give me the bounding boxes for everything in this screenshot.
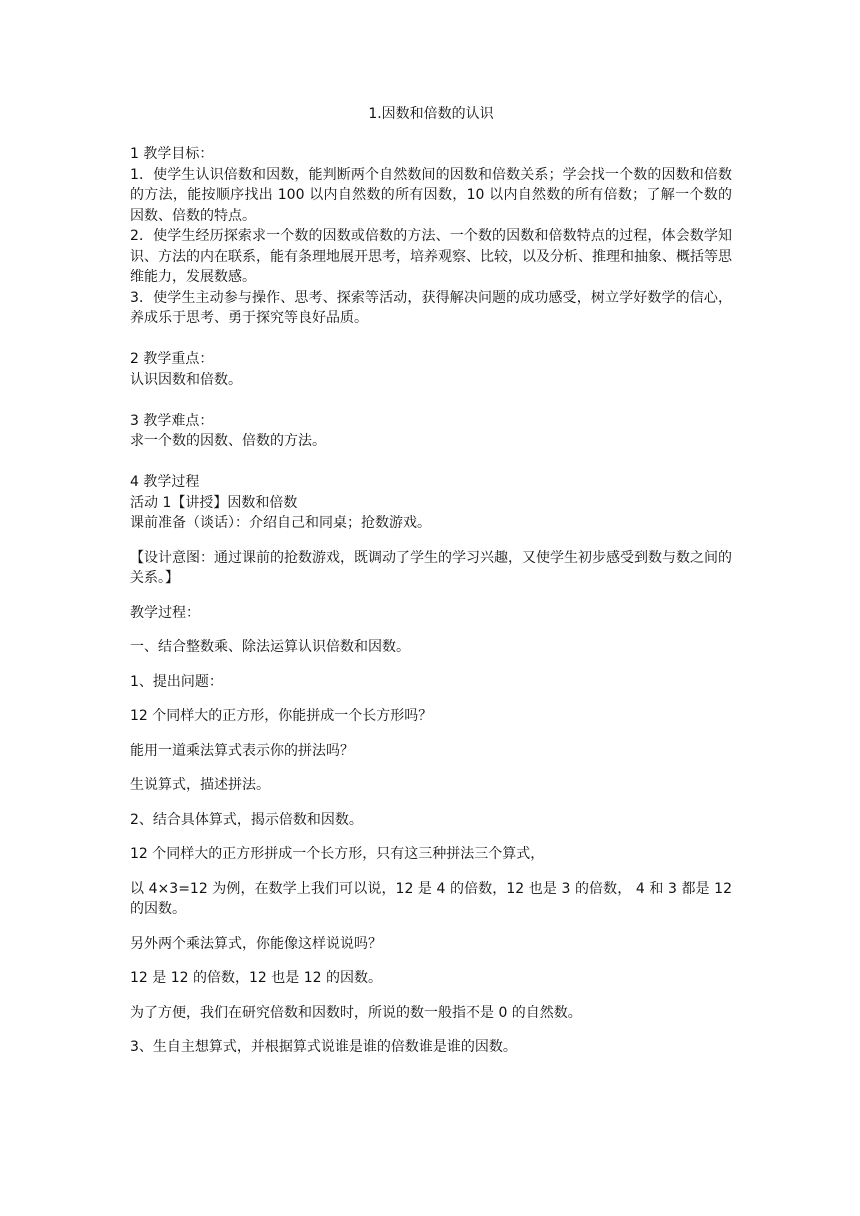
objective-item-2: 2．使学生经历探索求一个数的因数或倍数的方法、一个数的因数和倍数特点的过程，体会数学知识、方法的内在联系，能有条理地展开思考，培养观察、比较，以及分析、推理和抽象、概括等思维能力，发展数感。 bbox=[130, 228, 732, 285]
spacer bbox=[130, 390, 732, 411]
key-points-text: 认识因数和倍数。 bbox=[130, 371, 242, 388]
key-points-heading: 2 教学重点： bbox=[130, 351, 214, 367]
process-step: 12 个同样大的正方形拼成一个长方形，只有这三种拼法三个算式， bbox=[130, 846, 545, 862]
process-step: 1、提出问题： bbox=[130, 673, 223, 690]
design-intent: 【设计意图：通过课前的抢数游戏，既调动了学生的学习兴趣，又使学生初步感受到数与数之间的关系。】 bbox=[130, 549, 732, 586]
process-step: 一、结合整数乘、除法运算认识倍数和因数。 bbox=[130, 639, 410, 655]
document-page bbox=[130, 104, 732, 1072]
objective-item-3: 3．使学生主动参与操作、思考、探索等活动，获得解决问题的成功感受，树立学好数学的信心，养成乐于思考、勇于探究等良好品质。 bbox=[130, 289, 732, 326]
process-step: 2、结合具体算式，揭示倍数和因数。 bbox=[130, 811, 363, 828]
difficulties-heading: 3 教学难点： bbox=[130, 412, 214, 429]
process-step: 另外两个乘法算式，你能像这样说说吗？ bbox=[130, 935, 382, 952]
process-step: 教学过程： bbox=[130, 604, 200, 621]
activity-title: 活动 1【讲授】因数和倍数 bbox=[130, 494, 298, 511]
process-step: 3、生自主想算式，并根据算式说谁是谁的倍数谁是谁的因数。 bbox=[130, 1039, 517, 1055]
process-step: 能用一道乘法算式表示你的拼法吗？ bbox=[130, 742, 354, 759]
spacer bbox=[130, 452, 732, 473]
document-title: 1.因数和倍数的认识 bbox=[368, 106, 494, 122]
process-step: 12 个同样大的正方形，你能拼成一个长方形吗？ bbox=[130, 708, 433, 724]
process-heading: 4 教学过程 bbox=[130, 474, 200, 490]
class-prep: 课前准备（谈话）：介绍自己和同桌；抢数游戏。 bbox=[130, 515, 431, 531]
process-step: 以 4×3=12 为例，在数学上我们可以说，12 是 4 的倍数，12 也是 3 的倍数， 4 和 3 都是 12 的因数。 bbox=[130, 880, 732, 917]
spacer bbox=[130, 329, 732, 350]
process-step: 为了方便，我们在研究倍数和因数时，所说的数一般指不是 0 的自然数。 bbox=[130, 1004, 582, 1021]
objective-item-1: 1．使学生认识倍数和因数，能判断两个自然数间的因数和倍数关系；学会找一个数的因数和倍数的方法，能按顺序找出 100 以内自然数的所有因数，10 以内自然数的所有倍数；了解一个数的因数、倍数的特点。 bbox=[130, 166, 732, 224]
process-step: 生说算式，描述拼法。 bbox=[130, 777, 270, 793]
process-step: 12 是 12 的倍数，12 也是 12 的因数。 bbox=[130, 970, 382, 986]
difficulties-text: 求一个数的因数、倍数的方法。 bbox=[130, 433, 326, 449]
objectives-heading: 1 教学目标： bbox=[130, 146, 214, 162]
